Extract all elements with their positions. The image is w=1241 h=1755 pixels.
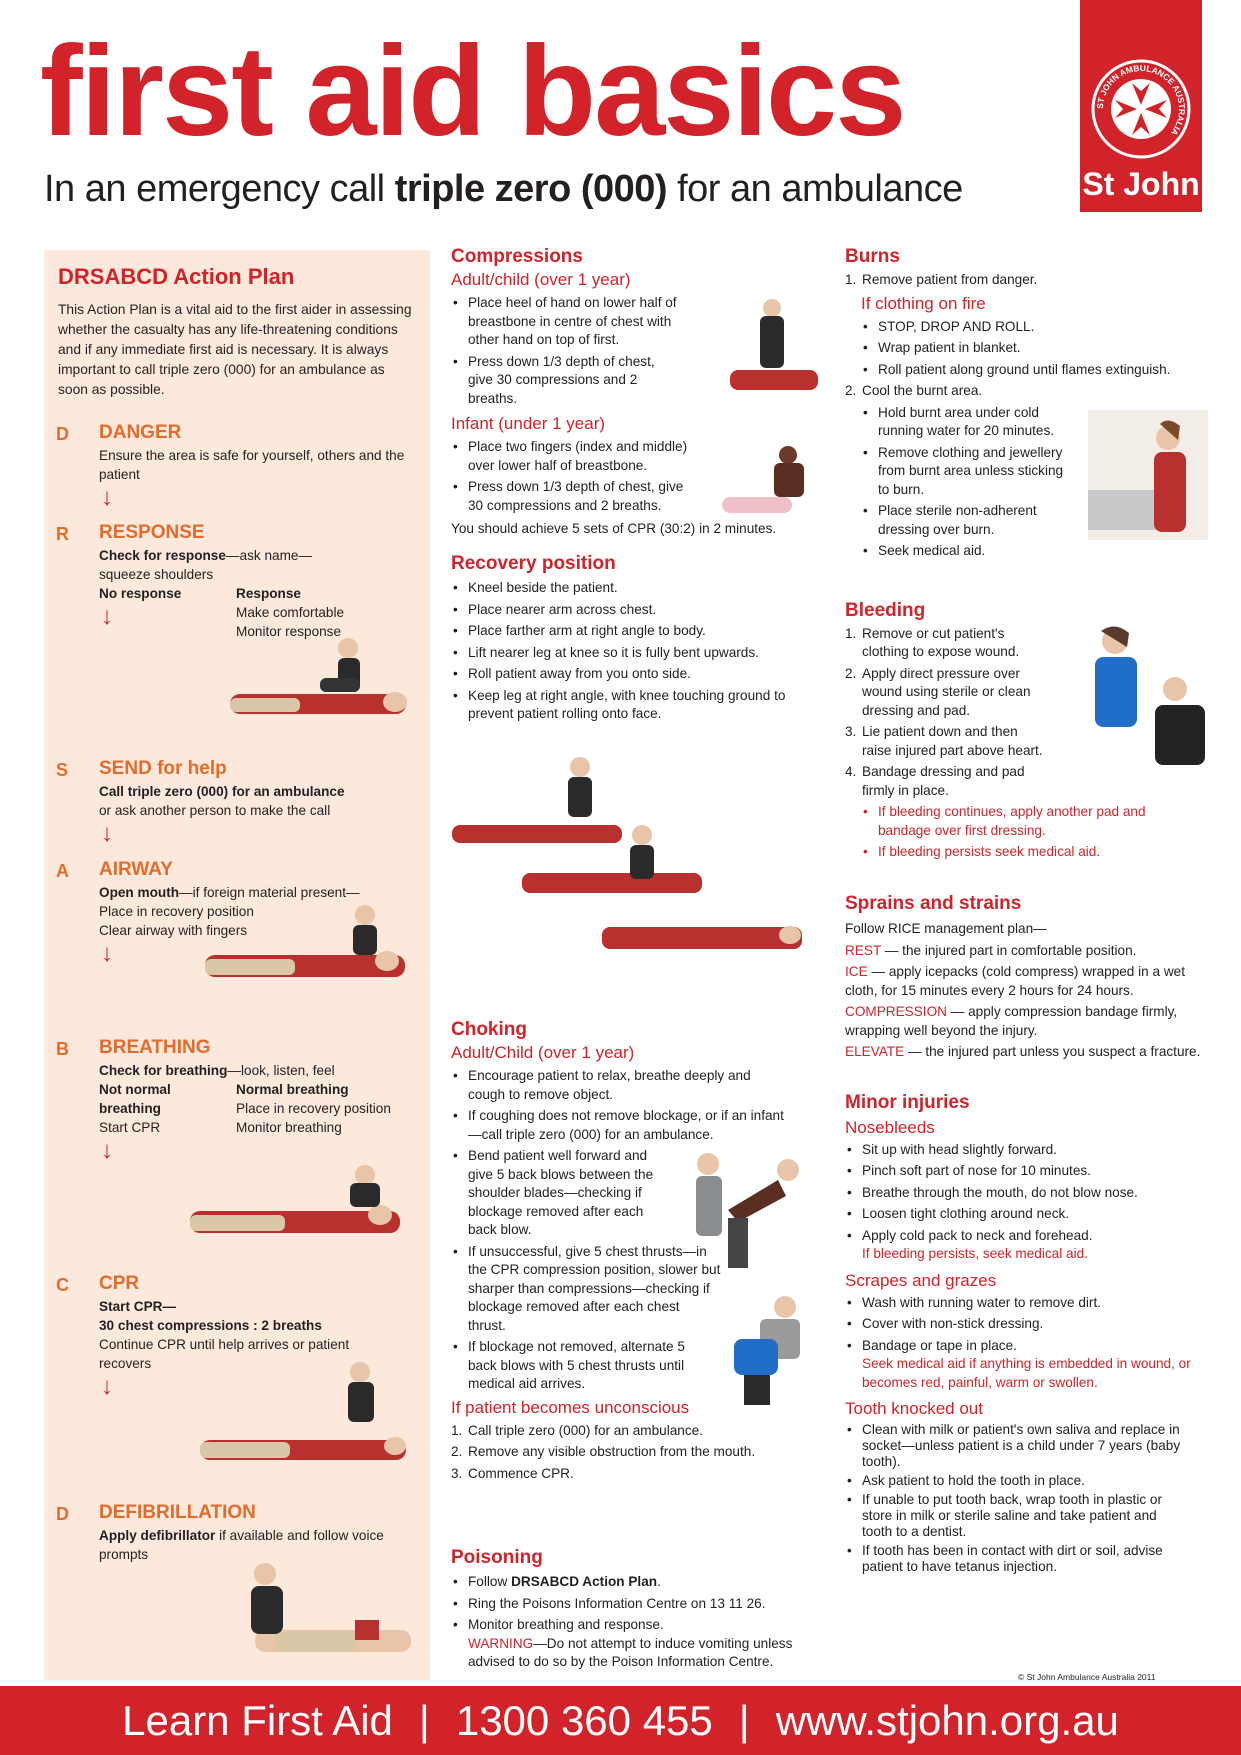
step-letter-d2: D xyxy=(56,1504,69,1524)
burns-fire-list: • STOP, DROP AND ROLL. • Wrap patient in blanket. • Roll patient along ground until flames extinguish. xyxy=(861,318,1215,380)
choking-back-blows-photo xyxy=(668,1150,808,1275)
minor-title: Minor injuries xyxy=(845,1091,970,1113)
footer-separator: | xyxy=(418,1696,430,1744)
scrapes-list: • Wash with running water to remove dirt. • Cover with non-stick dressing. • Bandage or tape in place. Seek medical aid if anything is embedded in wound, or becomes red, painful, warm or swollen. xyxy=(845,1294,1215,1393)
choking-unconscious-title: If patient becomes unconscious xyxy=(451,1397,690,1417)
step-cpr: CPR Start CPR— 30 chest compressions : 2 breaths Continue CPR until help arrives or patient recovers ↓ xyxy=(99,1273,399,1401)
compressions-infant-title: Infant (under 1 year) xyxy=(451,414,606,433)
burns-list-2: 2. Cool the burnt area. xyxy=(845,383,983,398)
maltese-cross-icon xyxy=(1090,58,1192,160)
scrapes-title: Scrapes and grazes xyxy=(845,1270,997,1290)
footer-separator: | xyxy=(738,1696,750,1744)
step-defibrillation: DEFIBRILLATION Apply defibrillator if available and follow voice prompts xyxy=(99,1502,384,1562)
footer-bar xyxy=(0,1686,1241,1755)
poisoning-title: Poisoning xyxy=(451,1547,543,1568)
tooth-list: • Clean with milk or patient's own saliva and replace in socket—unless patient is a child under 7 years (baby tooth). • Ask patient to hold the tooth in place. • If unable to put tooth back, wrap tooth in plastic or store in milk or sterile saline and take patient and tooth to a dentist. • If tooth has been in contact with dirt or soil, advise patient to have tetanus injection. xyxy=(845,1422,1190,1575)
compressions-adult-list: • Place heel of hand on lower half of breastbone in centre of chest with other hand on top of first. • Press down 1/3 depth of chest, give 30 compressions and 2 breaths. xyxy=(451,294,679,408)
bleeding-red-list: • If bleeding continues, apply another pad and bandage over first dressing. • If bleeding persists seek medical aid. xyxy=(861,803,1151,862)
sprains-intro: Follow RICE management plan— xyxy=(845,920,1047,936)
step-letter-s: S xyxy=(56,760,69,780)
rice-rest: REST — the injured part in comfortable position. xyxy=(845,942,1137,958)
step-breathing: BREATHING Check for breathing—look, listen, feel Not normal breathing Start CPR ↓ Normal breathing Place in recovery position Monitor breathing xyxy=(99,1037,391,1164)
action-plan-intro: This Action Plan is a vital aid to the first aider in assessing whether the casualty has any life-threatening conditions and if any immediate first aid is necessary. It is always important to call triple zero (000) for an ambulance as soon as possible. xyxy=(58,302,412,397)
step-response: RESPONSE Check for response—ask name—squeeze shoulders No response ↓ Response Make comfortable Monitor response xyxy=(99,522,345,639)
recovery-title: Recovery position xyxy=(451,553,616,574)
page-subtitle: In an emergency call triple zero (000) for an ambulance xyxy=(44,168,963,210)
compressions-note: You should achieve 5 sets of CPR (30:2) in 2 minutes. xyxy=(451,521,777,536)
bleeding-list: 1. Remove or cut patient's clothing to expose wound. 2. Apply direct pressure over wound using sterile or clean dressing and pad. 3. Lie patient down and then raise injured part above heart. 4. Bandage dressing and pad firmly in place. xyxy=(845,625,1043,798)
burns-title: Burns xyxy=(845,246,900,267)
step-letter-d: D xyxy=(56,424,69,444)
step-send: SEND for help Call triple zero (000) for an ambulance or ask another person to make the call ↓ xyxy=(99,758,429,848)
poisoning-section xyxy=(451,1546,811,1675)
footer-learn: Learn First Aid xyxy=(122,1696,393,1744)
burns-photo xyxy=(1088,410,1208,540)
down-arrow-icon: ↓ xyxy=(101,940,113,967)
choking-list: • Encourage patient to relax, breathe deeply and cough to remove object. • If coughing does not remove blockage, or if an infant—call triple zero (000) for an ambulance. • Bend patient well forward and give 5 back blows between the shoulder blades—checking if blockage removed after each back blow. • If unsuccessful, give 5 chest thrusts—in the CPR compression position, slower but sharper than compressions—checking if blockage removed after each chest thrust. • If blockage not removed, alternate 5 back blows with 5 chest thrusts until medical aid arrives. xyxy=(451,1067,811,1394)
burns-fire-title: If clothing on fire xyxy=(861,293,986,313)
page-title: first aid basics xyxy=(40,20,905,163)
footer-phone: 1300 360 455 xyxy=(455,1696,713,1744)
defibrillation-photo xyxy=(215,1560,415,1665)
st-john-logo xyxy=(1080,0,1202,212)
copyright: © St John Ambulance Australia 2011 xyxy=(1018,1672,1156,1682)
bleeding-title: Bleeding xyxy=(845,599,926,621)
down-arrow-icon: ↓ xyxy=(101,603,113,630)
down-arrow-icon: ↓ xyxy=(101,1373,113,1400)
step-letter-c: C xyxy=(56,1275,69,1295)
poisoning-list: • Follow DRSABCD Action Plan. • Ring the Poisons Information Centre on 13 11 26. • Monitor breathing and response. WARNING—Do not attempt to induce vomiting unless advised to do so by the Poison Information Centre. xyxy=(451,1573,811,1672)
response-photo xyxy=(230,632,410,728)
bleeding-photo xyxy=(1067,625,1207,770)
burns-cool-list: • Hold burnt area under cold running water for 20 minutes. • Remove clothing and jewellery from burnt area unless sticking to burn. • Place sterile non-adherent dressing over burn. • Seek medical aid. xyxy=(861,404,1071,561)
down-arrow-icon: ↓ xyxy=(101,484,113,511)
down-arrow-icon: ↓ xyxy=(101,820,113,847)
nosebleeds-title: Nosebleeds xyxy=(845,1117,935,1137)
recovery-position-photo xyxy=(452,755,812,965)
step-letter-b: B xyxy=(56,1039,69,1059)
footer-website: www.stjohn.org.au xyxy=(775,1696,1119,1744)
burns-list: 1. Remove patient from danger. xyxy=(845,272,1038,287)
compressions-infant-list: • Place two fingers (index and middle) over lower half of breastbone. • Press down 1/3 depth of chest, give 30 compressions and 2 breaths. xyxy=(451,438,701,515)
down-arrow-icon: ↓ xyxy=(101,1137,113,1164)
logo-name: St John xyxy=(1082,166,1200,202)
compressions-adult-title: Adult/child (over 1 year) xyxy=(451,270,631,289)
rice-elevate: ELEVATE — the injured part unless you suspect a fracture. xyxy=(845,1043,1201,1059)
step-letter-r: R xyxy=(56,524,69,544)
choking-unconscious-list: 1. Call triple zero (000) for an ambulance. 2. Remove any visible obstruction from the mouth. 3. Commence CPR. xyxy=(451,1422,756,1481)
choking-child-photo xyxy=(720,1295,810,1410)
choking-adult-title: Adult/Child (over 1 year) xyxy=(451,1043,635,1062)
compressions-infant-photo xyxy=(718,445,818,525)
step-letter-a: A xyxy=(56,861,69,881)
nosebleeds-list: • Sit up with head slightly forward. • Pinch soft part of nose for 10 minutes. • Breathe through the mouth, do not blow nose. • Loosen tight clothing around neck. • Apply cold pack to neck and forehead. If bleeding persists, seek medical aid. xyxy=(845,1141,1215,1264)
rice-compression: COMPRESSION — apply compression bandage firmly, wrapping well beyond the injury. xyxy=(845,1003,1178,1038)
recovery-list: • Kneel beside the patient. • Place nearer arm across chest. • Place farther arm at right angle to body. • Lift nearer leg at knee so it is fully bent upwards. • Roll patient away from you onto side. • Keep leg at right angle, with knee touching ground to prevent patient rolling onto face. xyxy=(451,579,811,724)
compressions-adult-photo xyxy=(730,298,820,408)
breathing-photo xyxy=(190,1165,410,1245)
airway-photo xyxy=(205,903,415,993)
compressions-title: Compressions xyxy=(451,246,583,267)
cpr-photo xyxy=(200,1360,410,1470)
step-airway: AIRWAY Open mouth—if foreign material present— Place in recovery position Clear airway with fingers ↓ xyxy=(99,859,429,968)
rice-ice: ICE — apply icepacks (cold compress) wrapped in a wet cloth, for 15 minutes every 2 hours for 24 hours. xyxy=(845,963,1185,998)
logo-ring-text: ST JOHN AMBULANCE AUSTRALIA xyxy=(1094,62,1188,138)
tooth-title: Tooth knocked out xyxy=(845,1399,983,1418)
action-plan-title: DRSABCD Action Plan xyxy=(58,264,295,289)
step-danger: DANGER Ensure the area is safe for yourself, others and the patient ↓ xyxy=(99,422,419,512)
sprains-title: Sprains and strains xyxy=(845,892,1022,914)
choking-title: Choking xyxy=(451,1019,527,1040)
